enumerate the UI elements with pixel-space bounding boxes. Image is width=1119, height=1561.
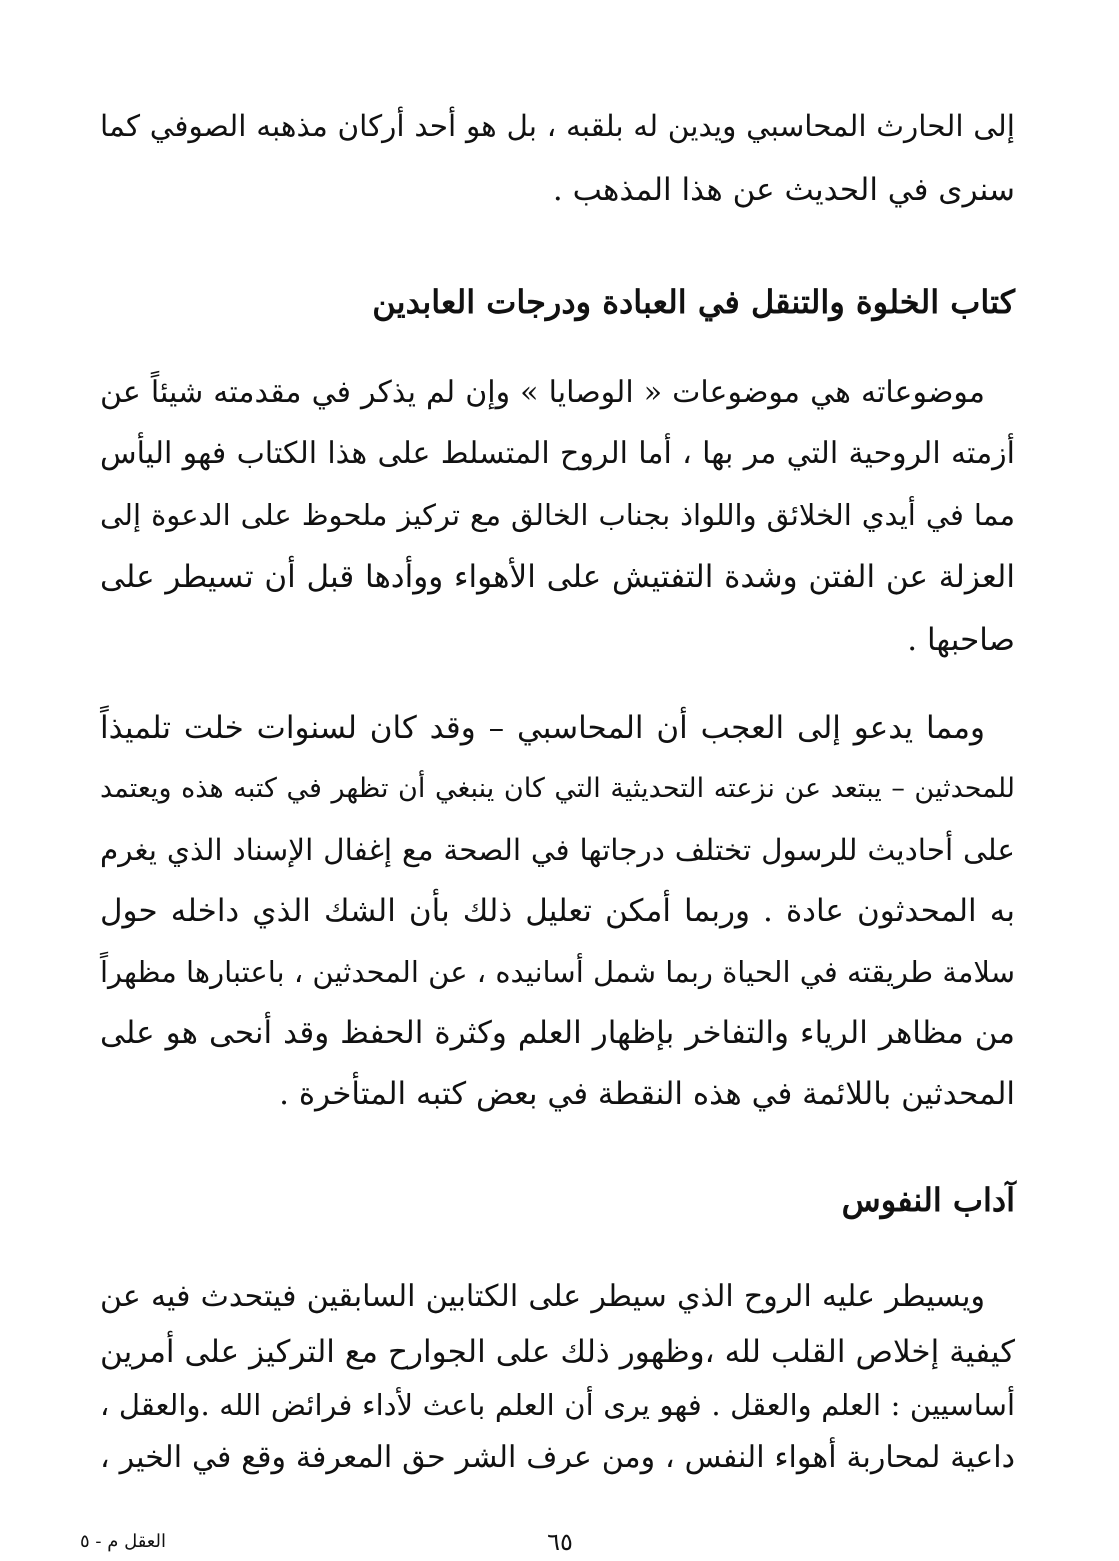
section-heading: آداب النفوس [841, 1181, 1015, 1219]
body-text-line: على أحاديث للرسول تختلف درجاتها في الصحة مع إغفال الإسناد الذي يغرم [100, 833, 1015, 867]
body-text-line: العزلة عن الفتن وشدة التفتيش على الأهواء ووأدها قبل أن تسيطر على [100, 559, 1015, 595]
body-text-line: سلامة طريقته في الحياة ربما شمل أسانيده ، عن المحدثين ، باعتبارها مظهراً [99, 955, 1015, 989]
body-text-line: أزمته الروحية التي مر بها ، أما الروح المتسلط على هذا الكتاب فهو اليأس [100, 436, 1015, 471]
body-text-line: إلى الحارث المحاسبي ويدين له بلقبه ، بل هو أحد أركان مذهبه الصوفي كما [100, 109, 1015, 143]
body-text-line: للمحدثين – يبتعد عن نزعته التحديثية التي كان ينبغي أن تظهر في كتبه هذه ويعتمد [100, 773, 1015, 804]
page-number: ٦٥ [547, 1528, 573, 1556]
body-text-line: سنرى في الحديث عن هذا المذهب . [552, 172, 1015, 208]
signature-mark: العقل م - ٥ [80, 1531, 166, 1552]
body-text-line: به المحدثون عادة . وربما أمكن تعليل ذلك بأن الشك الذي داخله حول [100, 893, 1015, 929]
body-text-line: كيفية إخلاص القلب لله ،وظهور ذلك على الجوارح مع التركيز على أمرين [100, 1334, 1015, 1370]
body-text-line: المحدثين باللائمة في هذه النقطة في بعض كتبه المتأخرة . [279, 1076, 1015, 1112]
body-text-line: ومما يدعو إلى العجب أن المحاسبي – وقد كان لسنوات خلت تلميذاً [100, 710, 985, 746]
body-text-line: مما في أيدي الخلائق واللواذ بجناب الخالق مع تركيز ملحوظ على الدعوة إلى [100, 498, 1015, 532]
body-text-line: موضوعاته هي موضوعات « الوصايا » وإن لم يذكر في مقدمته شيئاً عن [100, 375, 985, 410]
body-text-line: من مظاهر الرياء والتفاخر بإظهار العلم وكثرة الحفظ وقد أنحى هو على [100, 1015, 1015, 1051]
section-heading: كتاب الخلوة والتنقل في العبادة ودرجات العابدين [372, 283, 1015, 321]
body-text-line: صاحبها . [907, 622, 1015, 658]
body-text-line: أساسيين : العلم والعقل . فهو يرى أن العلم باعث لأداء فرائض الله .والعقل ، [100, 1388, 1015, 1422]
body-text-line: ويسيطر عليه الروح الذي سيطر على الكتابين السابقين فيتحدث فيه عن [100, 1279, 985, 1314]
body-text-line: داعية لمحاربة أهواء النفس ، ومن عرف الشر حق المعرفة وقع في الخير ، [100, 1440, 1015, 1475]
